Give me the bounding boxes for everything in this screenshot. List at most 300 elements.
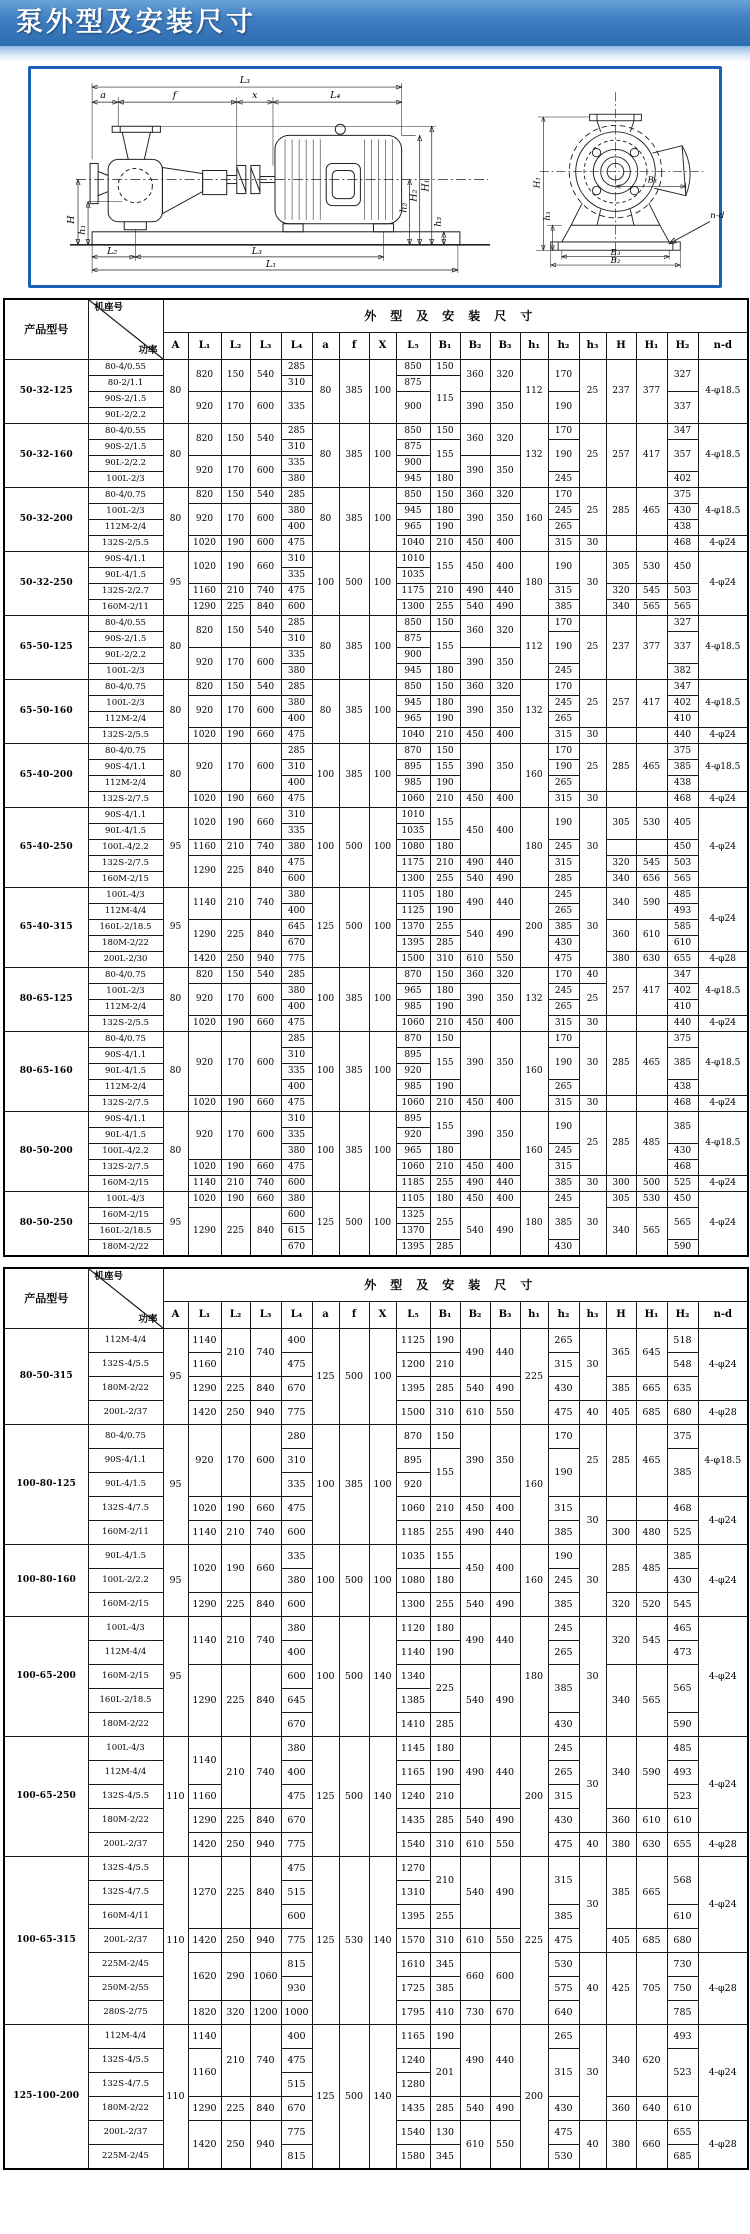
dim-label-h1: h₁	[77, 224, 89, 235]
dim-value-cell: 80	[163, 680, 188, 744]
col-header-6: f	[339, 333, 369, 360]
dim-value-cell: 565	[636, 1665, 667, 1737]
dim-value-cell: 440	[490, 584, 520, 600]
dim-value-cell: 670	[281, 1377, 312, 1401]
dim-value-cell: 440	[490, 888, 520, 920]
dim-value-cell: 4-φ24	[698, 1096, 748, 1112]
dim-value-cell: 80	[163, 744, 188, 808]
dim-value-cell: 565	[667, 1665, 698, 1713]
dim-value-cell: 490	[490, 920, 520, 952]
dim-value-cell: 335	[281, 824, 312, 840]
outline-install-dims-header: 外型及安装尺寸	[163, 299, 748, 333]
dim-value-cell: 100	[369, 1192, 396, 1257]
dim-value-cell: 4-φ24	[698, 1329, 748, 1401]
dim-value-cell: 1010	[396, 552, 430, 568]
dim-value-cell: 900	[396, 456, 430, 472]
dim-value-cell: 525	[667, 1176, 698, 1192]
dim-value-cell: 335	[281, 1064, 312, 1080]
dim-value-cell: 100	[369, 1112, 396, 1192]
dim-value-cell: 1140	[188, 888, 221, 920]
dim-value-cell: 25	[579, 744, 606, 792]
dim-value-cell: 285	[430, 2097, 460, 2121]
dim-value-cell: 150	[221, 488, 250, 504]
col-header-11: B₃	[490, 333, 520, 360]
frame-power-cell: 180M-2/22	[88, 2097, 163, 2121]
dim-value-cell: 4-φ28	[698, 952, 748, 968]
dim-value-cell: 100	[369, 424, 396, 488]
dim-value-cell: 548	[667, 1353, 698, 1377]
dim-value-cell: 285	[430, 1713, 460, 1737]
dim-value-cell: 380	[606, 952, 636, 968]
dim-value-cell: 25	[579, 680, 606, 728]
dim-value-cell: 545	[636, 856, 667, 872]
dim-value-cell: 1300	[396, 1593, 430, 1617]
dim-value-cell: 430	[548, 1713, 579, 1737]
dim-value-cell: 265	[548, 776, 579, 792]
dim-value-cell: 660	[250, 1545, 281, 1593]
dim-value-cell: 400	[281, 712, 312, 728]
dim-value-cell: 530	[636, 552, 667, 584]
dim-value-cell: 390	[460, 648, 490, 680]
dim-value-cell: 385	[667, 1449, 698, 1497]
dim-value-cell: 225	[221, 856, 250, 888]
dim-value-cell: 350	[490, 648, 520, 680]
frame-power-cell: 90S-4/1.1	[88, 552, 163, 568]
dim-value-cell: 180	[430, 840, 460, 856]
dim-value-cell: 80	[312, 360, 339, 424]
frame-power-cell: 200L-2/37	[88, 1833, 163, 1857]
dim-value-cell: 132	[520, 680, 548, 744]
dim-value-cell: 610	[667, 1809, 698, 1833]
dim-value-cell	[606, 840, 636, 856]
dim-value-cell: 190	[430, 904, 460, 920]
dim-value-cell: 1060	[396, 1497, 430, 1521]
frame-power-cell: 180M-2/22	[88, 1240, 163, 1257]
frame-power-cell: 160M-4/11	[88, 1905, 163, 1929]
dim-value-cell: 985	[396, 776, 430, 792]
dim-value-cell: 140	[369, 2025, 396, 2170]
dim-value-cell: 100	[369, 1329, 396, 1425]
dim-value-cell: 80	[312, 680, 339, 744]
dim-value-cell: 380	[281, 1144, 312, 1160]
dim-value-cell: 600	[250, 1112, 281, 1160]
col-header-9: B₁	[430, 1302, 460, 1329]
dim-value-cell: 190	[221, 1545, 250, 1593]
dim-value-cell: 190	[548, 1449, 579, 1497]
dim-value-cell: 490	[460, 1617, 490, 1665]
dim-label-n-d: n-d	[710, 210, 725, 221]
dim-value-cell: 245	[548, 840, 579, 856]
dim-value-cell: 490	[490, 872, 520, 888]
dim-value-cell: 30	[579, 536, 606, 552]
dim-value-cell: 385	[548, 1208, 579, 1240]
dim-value-cell: 945	[396, 696, 430, 712]
dim-value-cell: 400	[281, 520, 312, 536]
dim-value-cell: 385	[606, 1857, 636, 1929]
dim-value-cell: 265	[548, 2025, 579, 2049]
dim-value-cell: 475	[548, 952, 579, 968]
dim-value-cell: 180	[520, 808, 548, 888]
dim-value-cell: 565	[667, 600, 698, 616]
dim-value-cell: 285	[606, 1032, 636, 1096]
dim-value-cell: 320	[606, 1617, 636, 1665]
dim-value-cell: 500	[339, 1192, 369, 1257]
dim-value-cell: 40	[579, 968, 606, 984]
dim-value-cell: 210	[430, 1096, 460, 1112]
dim-value-cell	[636, 792, 667, 808]
dim-value-cell: 400	[281, 1329, 312, 1353]
dim-value-cell: 100	[369, 616, 396, 680]
dim-value-cell: 132	[520, 968, 548, 1032]
dim-value-cell: 265	[548, 1329, 579, 1353]
dim-value-cell: 610	[460, 2121, 490, 2170]
dim-value-cell: 450	[460, 1545, 490, 1593]
dim-value-cell: 305	[606, 552, 636, 584]
dim-value-cell: 450	[460, 1160, 490, 1176]
dim-value-cell: 430	[548, 2097, 579, 2121]
dim-value-cell: 265	[548, 904, 579, 920]
product-model-cell: 80-50-200	[4, 1112, 88, 1192]
dim-value-cell: 170	[548, 1032, 579, 1048]
outline-install-dims-header: 外型及安装尺寸	[163, 1268, 748, 1302]
dim-value-cell: 500	[339, 808, 369, 888]
dim-value-cell: 920	[396, 1128, 430, 1144]
dim-value-cell: 610	[636, 1809, 667, 1833]
dim-value-cell: 475	[281, 536, 312, 552]
dim-value-cell: 210	[221, 1617, 250, 1665]
frame-power-cell: 132S-2/7.5	[88, 1160, 163, 1176]
col-header-14: h₃	[579, 333, 606, 360]
dim-value-cell: 656	[636, 872, 667, 888]
dim-value-cell: 775	[281, 1401, 312, 1425]
dim-value-cell: 945	[396, 504, 430, 520]
dim-value-cell: 347	[667, 680, 698, 696]
col-header-5: a	[312, 333, 339, 360]
dim-value-cell: 568	[667, 1857, 698, 1905]
dim-value-cell: 350	[490, 984, 520, 1016]
frame-power-cell: 80-4/0.75	[88, 968, 163, 984]
dim-value-cell: 585	[667, 920, 698, 936]
dim-value-cell: 210	[430, 792, 460, 808]
dim-value-cell: 1185	[396, 1176, 430, 1192]
dim-value-cell: 30	[579, 728, 606, 744]
dim-value-cell: 40	[579, 2121, 606, 2170]
dim-value-cell	[636, 1016, 667, 1032]
dim-value-cell: 210	[430, 1160, 460, 1176]
dim-value-cell: 80	[312, 616, 339, 680]
dim-value-cell: 1820	[188, 2001, 221, 2025]
product-model-cell: 100-80-125	[4, 1425, 88, 1545]
dim-value-cell: 490	[460, 888, 490, 920]
product-model-cell: 100-65-200	[4, 1617, 88, 1737]
dim-value-cell: 1280	[396, 2073, 430, 2097]
dim-value-cell: 190	[430, 1329, 460, 1353]
dim-value-cell: 385	[339, 424, 369, 488]
dim-value-cell: 840	[250, 1377, 281, 1401]
frame-power-cell: 100L-2/3	[88, 664, 163, 680]
dim-value-cell: 400	[490, 1160, 520, 1176]
dim-value-cell: 490	[460, 856, 490, 872]
dim-value-cell: 335	[281, 648, 312, 664]
dim-value-cell: 150	[221, 360, 250, 392]
dim-value-cell: 310	[281, 808, 312, 824]
dim-value-cell: 985	[396, 1080, 430, 1096]
dim-value-cell: 190	[548, 552, 579, 584]
dim-value-cell: 895	[396, 1449, 430, 1473]
dim-value-cell: 920	[188, 456, 221, 488]
dim-value-cell: 255	[430, 1208, 460, 1240]
dim-value-cell: 610	[460, 1833, 490, 1857]
dim-value-cell: 920	[188, 696, 221, 728]
frame-power-cell: 90S-2/1.5	[88, 632, 163, 648]
frame-power-cell: 132S-4/7.5	[88, 1497, 163, 1521]
dim-value-cell: 1125	[396, 1329, 430, 1353]
col-header-11: B₃	[490, 1302, 520, 1329]
dim-value-cell: 1420	[188, 1401, 221, 1425]
dim-value-cell: 170	[221, 456, 250, 488]
table-row	[4, 1857, 748, 1881]
dim-value-cell: 840	[250, 1665, 281, 1737]
dim-value-cell: 430	[548, 1809, 579, 1833]
dim-value-cell: 190	[548, 632, 579, 664]
dim-value-cell: 1000	[281, 2001, 312, 2025]
dim-value-cell: 100	[312, 1032, 339, 1112]
dim-value-cell: 402	[667, 696, 698, 712]
dim-value-cell: 1140	[396, 1641, 430, 1665]
dim-value-cell: 285	[430, 1240, 460, 1257]
dim-value-cell: 310	[430, 1929, 460, 1953]
dim-value-cell: 4-φ24	[698, 536, 748, 552]
dim-value-cell: 465	[636, 1425, 667, 1497]
dim-value-cell: 200	[520, 2025, 548, 2170]
dim-value-cell: 680	[667, 1401, 698, 1425]
dim-value-cell: 670	[281, 936, 312, 952]
dim-value-cell: 985	[396, 1000, 430, 1016]
dim-value-cell: 132	[520, 424, 548, 488]
dim-value-cell: 255	[430, 600, 460, 616]
dim-value-cell: 670	[490, 2001, 520, 2025]
dim-value-cell: 140	[369, 1617, 396, 1737]
dim-value-cell: 875	[396, 440, 430, 456]
dim-value-cell: 740	[250, 2025, 281, 2097]
table-row	[4, 1032, 748, 1048]
dim-value-cell: 210	[430, 1857, 460, 1905]
dim-value-cell: 390	[460, 1112, 490, 1160]
dim-value-cell: 400	[281, 776, 312, 792]
dim-value-cell: 170	[221, 1032, 250, 1096]
dim-value-cell: 670	[281, 2097, 312, 2121]
dim-value-cell: 1020	[188, 1160, 221, 1176]
col-header-16: H₁	[636, 333, 667, 360]
dim-value-cell: 1370	[396, 920, 430, 936]
dim-value-cell: 375	[667, 1425, 698, 1449]
dim-value-cell: 380	[281, 984, 312, 1000]
dim-value-cell: 1290	[188, 1809, 221, 1833]
dim-value-cell: 465	[636, 744, 667, 792]
frame-power-cell: 100L-4/3	[88, 1192, 163, 1208]
dim-value-cell: 685	[667, 2145, 698, 2170]
dim-value-cell: 400	[281, 2025, 312, 2049]
dim-value-cell: 920	[188, 1112, 221, 1160]
table-row	[4, 552, 748, 568]
dim-value-cell: 438	[667, 1080, 698, 1096]
dim-value-cell: 385	[339, 680, 369, 744]
table-row	[4, 808, 748, 824]
dim-value-cell: 155	[430, 632, 460, 664]
frame-power-cell: 100L-2/3	[88, 984, 163, 1000]
frame-power-cell: 132S-4/5.5	[88, 2049, 163, 2073]
dim-value-cell: 190	[221, 552, 250, 584]
dim-value-cell: 380	[281, 840, 312, 856]
dim-value-cell: 1395	[396, 1240, 430, 1257]
frame-power-cell: 112M-2/4	[88, 776, 163, 792]
frame-power-cell: 132S-4/5.5	[88, 1785, 163, 1809]
dim-value-cell: 740	[250, 840, 281, 856]
frame-power-cell: 90L-2/2.2	[88, 648, 163, 664]
dim-value-cell: 190	[430, 1641, 460, 1665]
page-title: 泵外型及安装尺寸	[16, 7, 256, 38]
dim-value-cell: 4-φ28	[698, 1833, 748, 1857]
dim-label-L2-bottom: L₂	[107, 245, 118, 257]
dim-value-cell: 4-φ18.5	[698, 968, 748, 1016]
dim-value-cell: 380	[281, 1617, 312, 1641]
dim-value-cell: 80	[163, 616, 188, 680]
dim-value-cell: 468	[667, 536, 698, 552]
dim-value-cell: 430	[667, 1569, 698, 1593]
frame-power-cell: 132S-4/7.5	[88, 1881, 163, 1905]
dim-value-cell: 1610	[396, 1953, 430, 1977]
dim-value-cell	[606, 728, 636, 744]
dim-value-cell: 190	[430, 712, 460, 728]
dim-value-cell: 40	[579, 1833, 606, 1857]
dim-value-cell: 170	[548, 360, 579, 392]
dim-value-cell: 350	[490, 744, 520, 792]
dim-value-cell: 300	[606, 1176, 636, 1192]
dim-value-cell: 180	[430, 1144, 460, 1160]
dim-value-cell: 610	[460, 1929, 490, 1953]
col-header-13: h₂	[548, 1302, 579, 1329]
dim-value-cell: 390	[460, 1032, 490, 1096]
col-header-1: L₁	[188, 1302, 221, 1329]
dim-value-cell: 30	[579, 1016, 606, 1032]
dim-value-cell: 245	[548, 472, 579, 488]
frame-power-cell: 200L-2/37	[88, 1929, 163, 1953]
dim-value-cell: 1020	[188, 1192, 221, 1208]
dim-value-cell: 540	[460, 872, 490, 888]
dim-value-cell: 327	[667, 360, 698, 392]
dim-value-cell: 30	[579, 1032, 606, 1096]
dim-value-cell: 190	[548, 392, 579, 424]
dim-value-cell: 30	[579, 1497, 606, 1545]
dim-value-cell: 155	[430, 1449, 460, 1497]
dim-value-cell: 1165	[396, 2025, 430, 2049]
corner-label-power: 功率	[138, 1314, 158, 1326]
dim-value-cell: 480	[636, 1521, 667, 1545]
dim-value-cell: 80	[163, 360, 188, 424]
dim-value-cell: 285	[430, 1377, 460, 1401]
dim-value-cell: 565	[667, 872, 698, 888]
dim-value-cell: 155	[430, 808, 460, 840]
dim-value-cell: 360	[460, 360, 490, 392]
col-header-15: H	[606, 333, 636, 360]
dim-value-cell: 660	[250, 808, 281, 840]
col-header-17: H₂	[667, 333, 698, 360]
dim-value-cell: 385	[548, 600, 579, 616]
dim-value-cell: 485	[636, 1112, 667, 1176]
dim-value-cell: 385	[667, 1112, 698, 1144]
dim-value-cell: 493	[667, 1761, 698, 1785]
frame-power-cell: 112M-4/4	[88, 1641, 163, 1665]
dim-value-cell: 225	[221, 920, 250, 952]
dim-value-cell: 4-φ24	[698, 1617, 748, 1737]
frame-power-cell: 132S-2/5.5	[88, 728, 163, 744]
dim-value-cell: 400	[490, 536, 520, 552]
dim-value-cell: 375	[667, 488, 698, 504]
dim-value-cell: 1725	[396, 1977, 430, 2001]
dim-value-cell: 225	[221, 2097, 250, 2121]
dim-value-cell: 965	[396, 520, 430, 536]
col-header-17: H₂	[667, 1302, 698, 1329]
dim-value-cell: 600	[281, 1176, 312, 1192]
dim-value-cell: 400	[281, 1641, 312, 1665]
dim-value-cell: 1020	[188, 808, 221, 840]
dim-value-cell: 4-φ18.5	[698, 1032, 748, 1096]
dim-value-cell: 95	[163, 1425, 188, 1545]
frame-power-cell: 180M-2/22	[88, 936, 163, 952]
frame-power-cell: 132S-2/5.5	[88, 1016, 163, 1032]
dim-value-cell	[636, 1497, 667, 1521]
dim-value-cell: 530	[636, 1192, 667, 1208]
dim-value-cell: 450	[460, 728, 490, 744]
dim-value-cell: 360	[460, 968, 490, 984]
dim-value-cell: 100	[312, 1545, 339, 1617]
dim-value-cell: 4-φ24	[698, 728, 748, 744]
frame-power-cell: 132S-4/7.5	[88, 2073, 163, 2097]
table-row	[4, 968, 748, 984]
dim-value-cell: 540	[460, 600, 490, 616]
dim-value-cell: 468	[667, 1497, 698, 1521]
dim-value-cell: 475	[281, 1096, 312, 1112]
dim-value-cell: 155	[430, 1545, 460, 1569]
dim-value-cell: 285	[281, 680, 312, 696]
dim-value-cell: 1570	[396, 1929, 430, 1953]
dim-value-cell: 475	[548, 1401, 579, 1425]
title-banner	[0, 0, 750, 46]
frame-power-cell: 100L-2/3	[88, 504, 163, 520]
dim-value-cell: 450	[460, 792, 490, 808]
dim-value-cell: 385	[430, 1977, 460, 2001]
dim-value-cell: 310	[430, 1401, 460, 1425]
dim-value-cell: 450	[460, 1096, 490, 1112]
dim-value-cell: 110	[163, 2025, 188, 2170]
dim-value-cell: 190	[548, 440, 579, 472]
dim-value-cell: 1540	[396, 1833, 430, 1857]
dimension-table-section-1	[3, 298, 749, 1257]
dim-value-cell: 545	[636, 1617, 667, 1665]
dim-value-cell: 320	[606, 1593, 636, 1617]
dim-value-cell: 245	[548, 888, 579, 904]
dim-value-cell: 180	[430, 1192, 460, 1208]
dim-value-cell: 4-φ28	[698, 1401, 748, 1425]
dim-value-cell: 150	[430, 680, 460, 696]
dim-value-cell: 545	[667, 1593, 698, 1617]
dim-value-cell: 305	[606, 1192, 636, 1208]
dim-value-cell: 1145	[396, 1737, 430, 1761]
dim-value-cell: 1160	[188, 584, 221, 600]
dim-value-cell: 190	[430, 520, 460, 536]
dim-value-cell: 490	[460, 1737, 490, 1809]
dim-value-cell: 440	[490, 1521, 520, 1545]
